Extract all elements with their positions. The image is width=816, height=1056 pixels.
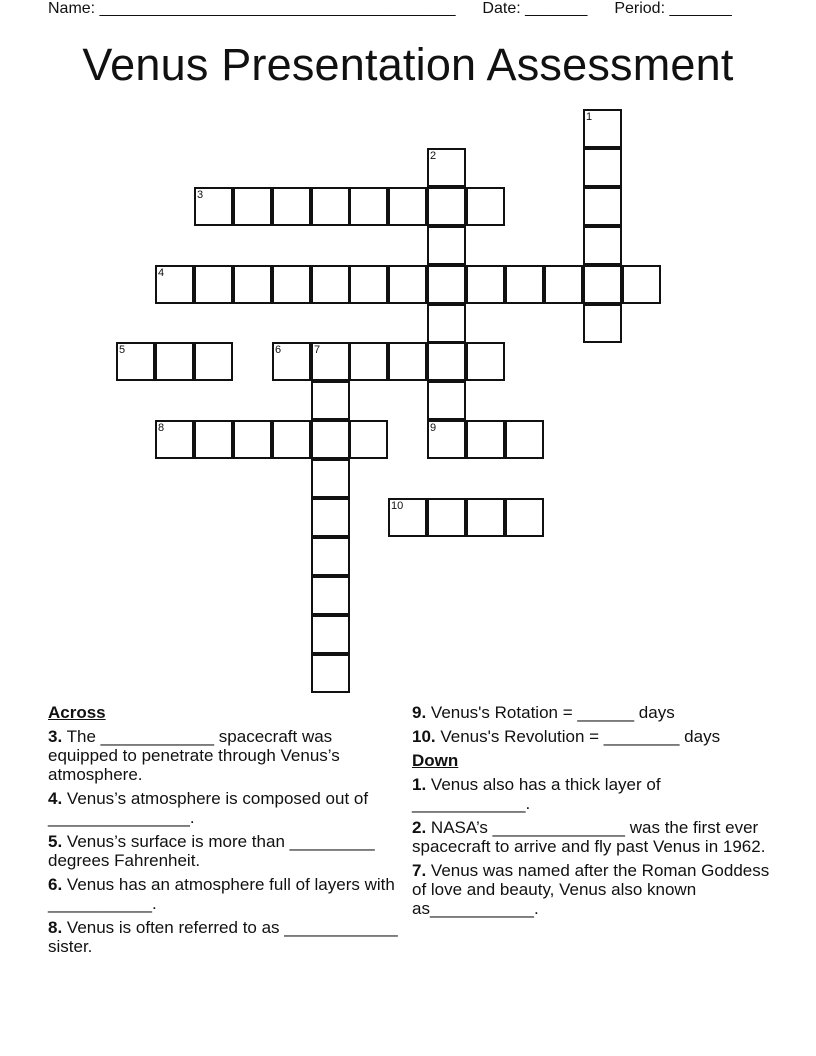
crossword-cell[interactable] xyxy=(349,187,388,226)
clues-right-column xyxy=(412,703,782,923)
clue-number: 9. xyxy=(412,703,427,722)
crossword-cell[interactable] xyxy=(388,187,427,226)
crossword-cell[interactable] xyxy=(311,654,350,693)
crossword-cell[interactable] xyxy=(233,265,272,304)
crossword-cell[interactable] xyxy=(466,265,505,304)
crossword-cell[interactable] xyxy=(427,148,466,187)
crossword-cell[interactable] xyxy=(583,109,622,148)
period-label: Period: xyxy=(614,0,666,17)
crossword-cell[interactable] xyxy=(272,265,311,304)
crossword-cell[interactable] xyxy=(466,420,505,459)
clue-number: 2. xyxy=(412,818,427,837)
crossword-cell[interactable] xyxy=(583,304,622,343)
crossword-cell[interactable] xyxy=(155,265,194,304)
clue-text: The ____________ spacecraft was equipped to penetrate through Venus’s atmosphere. xyxy=(48,727,340,784)
clue-text: Venus’s surface is more than _________ degrees Fahrenheit. xyxy=(48,832,375,870)
clue-number: 8. xyxy=(48,918,63,937)
crossword-cell[interactable] xyxy=(427,420,466,459)
clue-across-3 xyxy=(48,727,398,784)
crossword-cell[interactable] xyxy=(272,187,311,226)
crossword-cell[interactable] xyxy=(349,342,388,381)
clue-text: Venus has an atmosphere full of layers with ___________. xyxy=(48,875,395,913)
crossword-cell[interactable] xyxy=(194,420,233,459)
crossword-cell[interactable] xyxy=(311,381,350,420)
clue-text: Venus’s atmosphere is composed out of _______________. xyxy=(48,789,369,827)
clue-text: NASA’s ______________ was the first ever spacecraft to arrive and fly past Venus in 1962. xyxy=(412,818,766,856)
crossword-cell[interactable] xyxy=(311,187,350,226)
crossword-cell[interactable] xyxy=(505,420,544,459)
crossword-cell[interactable] xyxy=(155,342,194,381)
crossword-cell[interactable] xyxy=(388,342,427,381)
crossword-cell[interactable] xyxy=(583,187,622,226)
crossword-cell[interactable] xyxy=(272,342,311,381)
crossword-cell[interactable] xyxy=(116,342,155,381)
crossword-cell[interactable] xyxy=(427,304,466,343)
crossword-cell[interactable] xyxy=(155,420,194,459)
crossword-cell[interactable] xyxy=(427,381,466,420)
across-clues xyxy=(48,703,398,961)
crossword-cell[interactable] xyxy=(427,342,466,381)
crossword-cell[interactable] xyxy=(349,265,388,304)
cell-number: 10 xyxy=(391,500,404,512)
crossword-cell[interactable] xyxy=(466,342,505,381)
clue-number: 7. xyxy=(412,861,427,880)
clue-across-6 xyxy=(48,875,398,913)
crossword-cell[interactable] xyxy=(466,187,505,226)
crossword-cell[interactable] xyxy=(311,537,350,576)
clue-down-1 xyxy=(412,775,782,813)
clue-across-4 xyxy=(48,789,398,827)
crossword-cell[interactable] xyxy=(311,498,350,537)
crossword-cell[interactable] xyxy=(311,576,350,615)
clue-number: 1. xyxy=(412,775,427,794)
crossword-cell[interactable] xyxy=(233,420,272,459)
clue-number: 6. xyxy=(48,875,63,894)
cell-number: 2 xyxy=(430,150,437,162)
cell-number: 9 xyxy=(430,422,437,434)
cell-number: 8 xyxy=(158,422,165,434)
clue-number: 5. xyxy=(48,832,63,851)
crossword-cell[interactable] xyxy=(311,342,350,381)
clue-number: 10. xyxy=(412,727,436,746)
clue-text: Venus is often referred to as ____________ sister. xyxy=(48,918,398,956)
crossword-cell[interactable] xyxy=(544,265,583,304)
cell-number: 4 xyxy=(158,267,165,279)
clue-text: Venus also has a thick layer of ____________. xyxy=(412,775,661,813)
crossword-cell[interactable] xyxy=(622,265,661,304)
date-label: Date: xyxy=(482,0,521,17)
name-blank[interactable]: ________________________________________ xyxy=(99,0,456,17)
crossword-cell[interactable] xyxy=(427,265,466,304)
crossword-cell[interactable] xyxy=(583,148,622,187)
crossword-cell[interactable] xyxy=(505,498,544,537)
crossword-cell[interactable] xyxy=(311,459,350,498)
crossword-cell[interactable] xyxy=(583,265,622,304)
crossword-cell[interactable] xyxy=(349,420,388,459)
crossword-cell[interactable] xyxy=(427,498,466,537)
crossword-cell[interactable] xyxy=(427,226,466,265)
cell-number: 7 xyxy=(314,344,321,356)
clue-across-8 xyxy=(48,918,398,956)
crossword-cell[interactable] xyxy=(194,342,233,381)
across-heading: Across xyxy=(48,703,106,722)
crossword-cell[interactable] xyxy=(505,265,544,304)
crossword-cell[interactable] xyxy=(388,498,427,537)
period-blank[interactable]: _______ xyxy=(669,0,732,17)
clue-across-9 xyxy=(412,703,782,722)
crossword-cell[interactable] xyxy=(233,187,272,226)
clue-number: 4. xyxy=(48,789,63,808)
date-blank[interactable]: _______ xyxy=(525,0,588,17)
crossword-cell[interactable] xyxy=(427,187,466,226)
clue-text: Venus was named after the Roman Goddess of love and beauty, Venus also known as___________. xyxy=(412,861,770,918)
clue-number: 3. xyxy=(48,727,63,746)
cell-number: 5 xyxy=(119,344,126,356)
clue-down-2 xyxy=(412,818,782,856)
crossword-cell[interactable] xyxy=(583,226,622,265)
crossword-cell[interactable] xyxy=(311,265,350,304)
cell-number: 3 xyxy=(197,189,204,201)
crossword-cell[interactable] xyxy=(466,498,505,537)
clue-down-7 xyxy=(412,861,782,918)
name-label: Name: xyxy=(48,0,96,17)
crossword-cell[interactable] xyxy=(388,265,427,304)
down-heading: Down xyxy=(412,751,459,770)
clue-text: Venus's Revolution = ________ days xyxy=(440,727,721,746)
crossword-cell[interactable] xyxy=(272,420,311,459)
clue-across-10 xyxy=(412,727,782,746)
crossword-cell[interactable] xyxy=(194,187,233,226)
page-title: Venus Presentation Assessment xyxy=(82,39,734,90)
crossword-cell[interactable] xyxy=(311,615,350,654)
crossword-cell[interactable] xyxy=(194,265,233,304)
cell-number: 6 xyxy=(275,344,282,356)
clue-across-5 xyxy=(48,832,398,870)
cell-number: 1 xyxy=(586,111,593,123)
clue-text: Venus's Rotation = ______ days xyxy=(430,703,675,722)
crossword-cell[interactable] xyxy=(311,420,350,459)
